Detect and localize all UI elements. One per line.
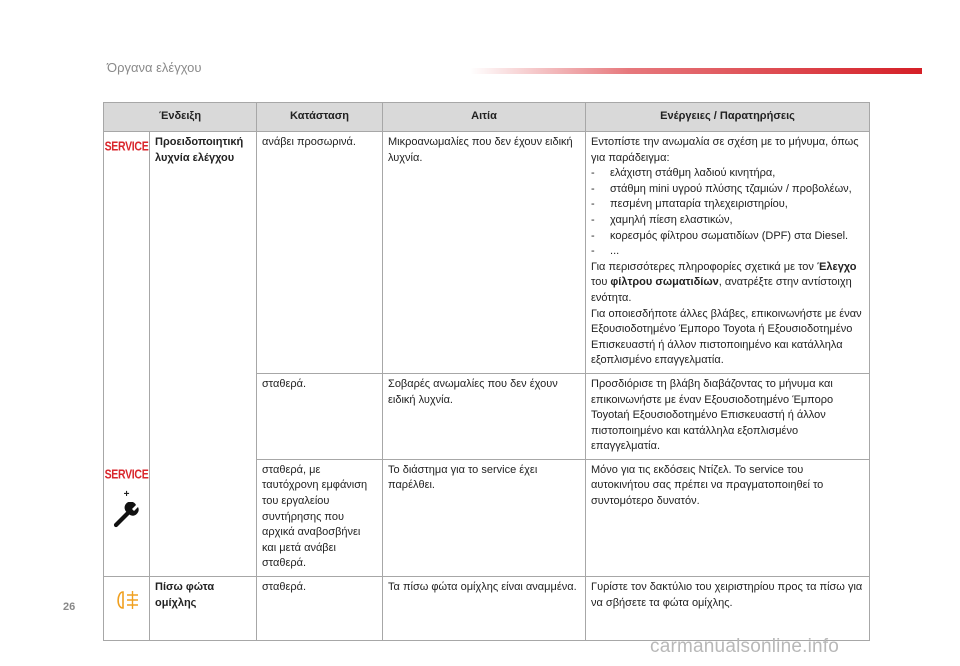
page-number: 26 (63, 601, 76, 613)
indicator-cell (104, 373, 150, 459)
state-cell: σταθερά. (257, 577, 383, 641)
state-cell: σταθερά. (257, 373, 383, 459)
wrench-icon (112, 502, 142, 528)
cause-cell: Σοβαρές ανωμαλίες που δεν έχουν ειδική λυχνία. (383, 373, 586, 459)
list-item: - ελάχιστη στάθμη λαδιού κινητήρα, (591, 167, 776, 180)
table-row (104, 132, 870, 374)
actions-cell: Γυρίστε τον δακτύλιο του χειριστηρίου προς τα πίσω για να σβήσετε τα φώτα ομίχλης. (586, 577, 870, 641)
action-other: Για οποιεσδήποτε άλλες βλάβες, επικοινωνήστε με έναν Εξουσιοδοτημένο Έμπορο Toyota ή Εξουσιοδοτημένο Επισκευαστή ή άλλον πιστοποιημένο και κατάλληλα εξοπλισμένο επαγγελματία. (591, 307, 862, 367)
service-icon: SERVICE (104, 467, 149, 483)
state-cell: ανάβει προσωρινά. (257, 132, 383, 374)
list-item: - χαμηλή πίεση ελαστικών, (591, 213, 733, 226)
page-title: Όργανα ελέγχου (107, 60, 202, 75)
actions-cell: Μόνο για τις εκδόσεις Ντίζελ. Το service του αυτοκινήτου σας πρέπει να πραγματοποιηθεί το συντομότερο δυνατόν. (586, 459, 870, 576)
plus-icon: + (123, 488, 130, 500)
list-item: - κορεσμός φίλτρου σωματιδίων (DPF) στα Diesel. (591, 229, 849, 242)
indicator-name: Προειδοποιητική λυχνία ελέγχου (150, 132, 257, 577)
state-cell: σταθερά, με ταυτόχρονη εμφάνιση του εργαλείου συντήρησης που αρχικά αναβοσβήνει και μετά ανάβει σταθερά. (257, 459, 383, 576)
list-item: - πεσμένη μπαταρία τηλεχειριστηρίου, (591, 198, 788, 211)
list-item: - ... (591, 245, 620, 258)
watermark: carmanualsonline.info (650, 636, 840, 657)
actions-cell: Προσδιόρισε τη βλάβη διαβάζοντας το μήνυμα και επικοινωνήστε με έναν Εξουσιοδοτημένο Έμπορο Toyotaή Εξουσιοδοτημένο Επισκευαστή ή άλλον πιστοποιημένο και κατάλληλα εξοπλισμένο επαγγελματία. (586, 373, 870, 459)
warning-lights-table (103, 102, 870, 641)
table-row (104, 577, 870, 641)
column-header-indicator: Ένδειξη (104, 103, 257, 132)
indicator-cell (104, 577, 150, 641)
list-item: - στάθμη mini υγρού πλύσης τζαμιών / προβολέων, (591, 182, 852, 195)
service-icon: SERVICE (104, 139, 149, 155)
indicator-cell (104, 459, 150, 576)
action-more-info: Για περισσότερες πληροφορίες σχετικά με τον Έλεγχο του φίλτρου σωματιδίων, ανατρέξτε στην αντίστοιχη ενότητα. (591, 260, 857, 304)
indicator-cell (104, 132, 150, 374)
indicator-name: Πίσω φώτα ομίχλης (150, 577, 257, 641)
column-header-actions: Ενέργειες / Παρατηρήσεις (586, 103, 870, 132)
header-accent-bar (470, 68, 922, 74)
actions-cell (586, 132, 870, 374)
column-header-cause: Αιτία (383, 103, 586, 132)
cause-cell: Μικροανωμαλίες που δεν έχουν ειδική λυχνία. (383, 132, 586, 374)
cause-cell: Το διάστημα για το service έχει παρέλθει. (383, 459, 586, 576)
rear-fog-light-icon (114, 589, 140, 611)
column-header-state: Κατάσταση (257, 103, 383, 132)
table-header-row (104, 103, 870, 132)
cause-cell: Τα πίσω φώτα ομίχλης είναι αναμμένα. (383, 577, 586, 641)
action-intro: Εντοπίστε την ανωμαλία σε σχέση με το μήνυμα, όπως για παράδειγμα: (591, 136, 859, 164)
